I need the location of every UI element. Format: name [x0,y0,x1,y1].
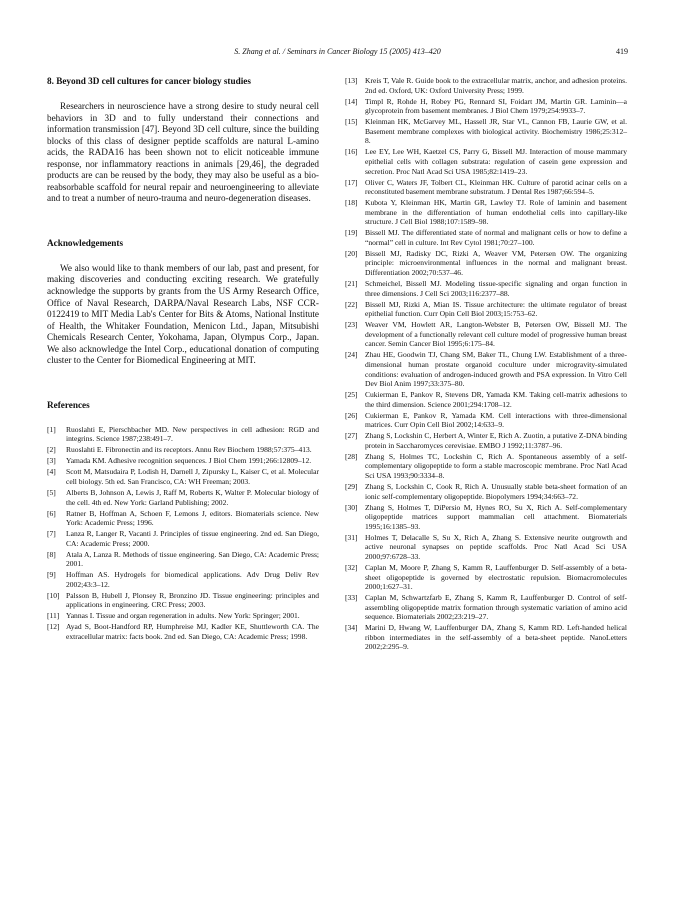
reference-number: [31] [345,532,358,542]
reference-item [47,591,319,610]
reference-text: Ruoslahti E. Fibronectin and its receptors. Annu Rev Biochem 1988;57:375–413. [66,445,312,455]
reference-item [345,563,627,592]
reference-item [345,249,627,278]
reference-number: [1] [47,424,56,434]
reference-text: Zhang S, Lockshin C, Herbert A, Winter E, Rich A. Zuotin, a putative Z-DNA binding protein in Saccharomyces cerevisiae. EMBO J 1992;11:3787–96. [365,431,627,450]
reference-item [345,117,627,146]
reference-text: Atala A, Lanza R. Methods of tissue engineering. San Diego, CA: Academic Press; 2001. [66,549,319,569]
reference-item [47,509,319,528]
reference-item [345,320,627,349]
reference-item [345,533,627,562]
reference-text: Bissell MJ, Rizki A, Mian IS. Tissue architecture: the ultimate regulator of breast epithelial function. Curr Opin Cell Biol 2003;15:753–62. [365,299,627,319]
reference-item [345,178,627,197]
reference-number: [6] [47,508,56,518]
reference-text: Lanza R, Langer R, Vacanti J. Principles of tissue engineering. 2nd ed. San Diego, CA: Academic Press; 2000. [66,529,319,548]
reference-text: Ruoslahti E, Pierschbacher MD. New perspectives in cell adhesion: RGD and integrins. Science 1987;238:491–7. [66,424,319,444]
reference-item [47,456,319,466]
reference-number: [12] [47,622,60,632]
right-column [345,76,627,653]
reference-item [345,228,627,247]
section-8-title: 8. Beyond 3D cell cultures for cancer biology studies [47,76,251,86]
reference-number: [33] [345,593,358,603]
reference-number: [21] [345,279,358,288]
reference-item [47,425,319,444]
reference-number: [23] [345,320,358,330]
reference-number: [27] [345,431,358,441]
reference-text: Kleinman HK, McGarvey ML, Hassell JR, Star VL, Cannon FB, Laurie GW, et al. Basement membrane complexes with biological activity. Biochemistry 1986;25:312–8. [365,117,627,146]
reference-text: Ayad S, Boot-Handford RP, Humphreise MJ, Kadler KE, Shuttleworth CA. The extracellular matrix: facts book. 2nd ed. San Diego, CA: Academic Press; 1998. [66,622,319,642]
reference-item [345,452,627,481]
reference-number: [34] [345,623,358,633]
reference-number: [22] [345,299,358,309]
reference-number: [7] [47,529,56,539]
reference-text: Ratner B, Hoffman A, Schoen F, Lemons J, editors. Biomaterials science. New York: Academic Press; 1996. [66,508,319,528]
reference-item [345,198,627,227]
reference-text: Timpl R, Rohde H, Robey PG, Rennard SI, Foidart JM, Martin GR. Laminin—a glycoprotein from basement membranes. J Biol Chem 1979;254:9933–7. [365,96,627,116]
reference-item [47,570,319,589]
reference-text: Zhau HE, Goodwin TJ, Chang SM, Baker TL, Chung LW. Establishment of a three-dimensional human prostate organoid coculture under microgravity-simulated conditions: evaluation of androgen-induced growth and PSA expression. In Vitro Cell Dev Biol Anim 1997;33:375–80. [365,350,627,389]
reference-text: Zhang S, Lockshin C, Cook R, Rich A. Unusually stable beta-sheet formation of an ionic self-complementary oligopeptide. Biopolymers 1994;34:663–72. [365,482,627,501]
reference-text: Zhang S, Holmes TC, Lockshin C, Rich A. Spontaneous assembly of a self-complementary oligopeptide to form a stable macroscopic membrane. Proc Natl Acad Sci USA 1993;90:3334–8. [365,451,627,481]
reference-text: Alberts B, Johnson A, Lewis J, Raff M, Roberts K, Walter P. Molecular biology of the cell. 4th ed. New York: Garland Publishing; 2002. [66,487,319,507]
page-number: 419 [616,47,628,56]
reference-item [345,431,627,450]
reference-item [345,623,627,652]
reference-text: Holmes T, Delacalle S, Su X, Rich A, Zhang S. Extensive neurite outgrowth and active neuronal synapses on peptide scaffolds. Proc Natl Acad Sci USA 2000;97:6728–33. [365,532,627,561]
reference-text: Kubota Y, Kleinman HK, Martin GR, Lawley TJ. Role of laminin and basement membrane in the differentiation of human endothelial cells into capillary-like structure. J Cell Biol 1988;107:1589–98. [365,198,627,227]
reference-number: [32] [345,562,358,572]
reference-item [345,147,627,176]
reference-item [345,350,627,388]
reference-text: Bissell MJ, Radisky DC, Rizki A, Weaver VM, Petersen OW. The organizing principle: microenvironmental influences in the normal and malignant breast. Differentiation 2002;70:537–46. [365,248,627,278]
reference-number: [11] [47,611,60,621]
left-column [47,76,319,643]
reference-item [345,390,627,409]
references-title: References [47,399,90,410]
reference-number: [3] [47,456,56,466]
reference-number: [14] [345,96,358,106]
acknowledgements-paragraph: We also would like to thank members of our lab, past and present, for making discoveries and conducting exciting research. We gratefully acknowledge the supports by grants from the US Army Research Office, Office of Naval Research, DARPA/Naval Research Labs, NSF CCR-0122419 to MIT Media Lab's Center for Bits & Atoms, National Institute of Health, the Whitaker Foundation, Menicon Ltd., Japan, Mitsubishi Chemicals Research Center, Yokohama, Japan, Olympus Corp., Japan. We also acknowledge the Intel Corp., educational donation of computing cluster to the Center for Biomedical Engineering at MIT. [47,262,319,366]
acknowledgements-title: Acknowledgements [47,237,124,248]
reference-text: Marini D, Hwang W, Lauffenburger DA, Zhang S, Kamm RD. Left-handed helical ribbon intermediates in the self-assembly of a beta-sheet peptide. NanoLetters 2002;2:295–9. [365,623,627,652]
reference-item [345,279,627,298]
reference-text: Scott M, Matsudaira P, Lodish H, Darnell J, Zipursky L, Kaiser C, et al. Molecular cell biology. 5th ed. San Francisco, CA: WH Freeman; 2003. [66,467,319,486]
reference-text: Oliver C, Waters JF, Tolbert CL, Kleinman HK. Culture of parotid acinar cells on a reconstituted basement membrane substratum. J Dental Res 1987;66:594–5. [365,177,627,197]
reference-item [47,529,319,548]
reference-text: Zhang S, Holmes T, DiPersio M, Hynes RO, Su X, Rich A. Self-complementary oligopeptide matrices support mammalian cell attachment. Biomaterials 1995;16:1385–93. [365,502,627,531]
reference-number: [8] [47,549,56,559]
reference-number: [10] [47,590,60,600]
reference-item [345,593,627,622]
reference-number: [15] [345,117,358,127]
references-list-left [47,425,319,642]
reference-text: Lee EY, Lee WH, Kaetzel CS, Parry G, Bissell MJ. Interaction of mouse mammary epithelial cells with collagen substrata: regulation of casein gene expression and secretion. Proc Natl Acad Sci USA 1985;82:1419–23. [365,147,627,176]
reference-number: [13] [345,76,358,85]
reference-item [345,503,627,532]
reference-text: Yannas I. Tissue and organ regeneration in adults. New York: Springer; 2001. [66,611,300,621]
reference-item [345,300,627,319]
reference-item [345,482,627,501]
reference-text: Caplan M, Schwartzfarb E, Zhang S, Kamm R, Lauffenburger D. Control of self-assembling oligopeptide matrix formation through systematic variation of amino acid sequence. Biomaterials 2002;23:219–27. [365,593,627,622]
reference-text: Yamada KM. Adhesive recognition sequences. J Biol Chem 1991;266:12809–12. [66,456,312,466]
reference-text: Bissell MJ. The differentiated state of normal and malignant cells or how to define a “normal” cell in culture. Int Rev Cytol 1981;70:27–100. [365,228,627,247]
reference-number: [25] [345,390,358,400]
reference-number: [17] [345,177,358,187]
reference-item [47,488,319,507]
reference-number: [19] [345,228,358,238]
reference-number: [5] [47,487,56,497]
reference-number: [20] [345,248,358,258]
reference-text: Caplan M, Moore P, Zhang S, Kamm R, Lauffenburger D. Self-assembly of a beta-sheet oligopeptide is governed by electrostatic repulsion. Biomacromolecules 2000;1:627–31. [365,562,627,592]
reference-text: Weaver VM, Howlett AR, Langton-Webster B, Petersen OW, Bissell MJ. The development of a functionally relevant cell culture model of progressive human breast cancer. Semin Cancer Biol 1995;6:175–84. [365,320,627,349]
reference-text: Schmeichel, Bissell MJ. Modeling tissue-specific signaling and organ function in three dimensions. J Cell Sci 2003;116:2377–88. [365,279,627,298]
reference-item [47,467,319,486]
reference-number: [4] [47,467,56,477]
reference-item [47,445,319,455]
references-list-right [345,76,627,652]
reference-item [47,550,319,569]
reference-number: [24] [345,350,358,360]
reference-number: [29] [345,482,358,491]
running-title: S. Zhang et al. / Seminars in Cancer Biology 15 (2005) 413–420 [234,47,441,56]
reference-text: Hoffman AS. Hydrogels for biomedical applications. Adv Drug Deliv Rev 2002;43:3–12. [66,570,319,589]
reference-text: Palsson B, Hubell J, Plonsey R, Bronzino JD. Tissue engineering: principles and applications in engineering. CRC Press; 2003. [66,590,319,610]
reference-item [345,97,627,116]
reference-number: [2] [47,445,56,455]
reference-number: [30] [345,502,358,512]
reference-item [345,411,627,430]
reference-text: Cukierman E, Pankov R, Yamada KM. Cell interactions with three-dimensional matrices. Curr Opin Cell Biol 2002;14:633–9. [365,410,627,430]
reference-number: [28] [345,451,358,461]
reference-number: [18] [345,198,358,208]
reference-number: [16] [345,147,358,157]
reference-item [47,611,319,621]
reference-number: [9] [47,570,56,580]
reference-item [47,622,319,641]
reference-item [345,76,627,95]
reference-text: Cukierman E, Pankov R, Stevens DR, Yamada KM. Taking cell-matrix adhesions to the third dimension. Science 2001;294:1708–12. [365,390,627,409]
reference-text: Kreis T, Vale R. Guide book to the extracellular matrix, anchor, and adhesion proteins. 2nd ed. Oxford, UK: Oxford University Press; 1999. [365,76,627,95]
reference-number: [26] [345,410,358,420]
section-8-paragraph: Researchers in neuroscience have a strong desire to study neural cell behaviors in 3D and to fully understand their connections and information transmission [47]. Beyond 3D cell culture, since the building blocks of this class of designer peptide scaffolds are natural L-amino acids, the RADA16 has been shown not to elicit noticeable immune response, nor inflammatory reactions in animals [29,46], the degraded products are can be reused by the body, they may also be useful as a bio-reabsorbable scaffold for neural repair and neuroengineering to alleviate and to treat a number of neuro-trauma and neuro-degeneration diseases. [47,101,319,204]
